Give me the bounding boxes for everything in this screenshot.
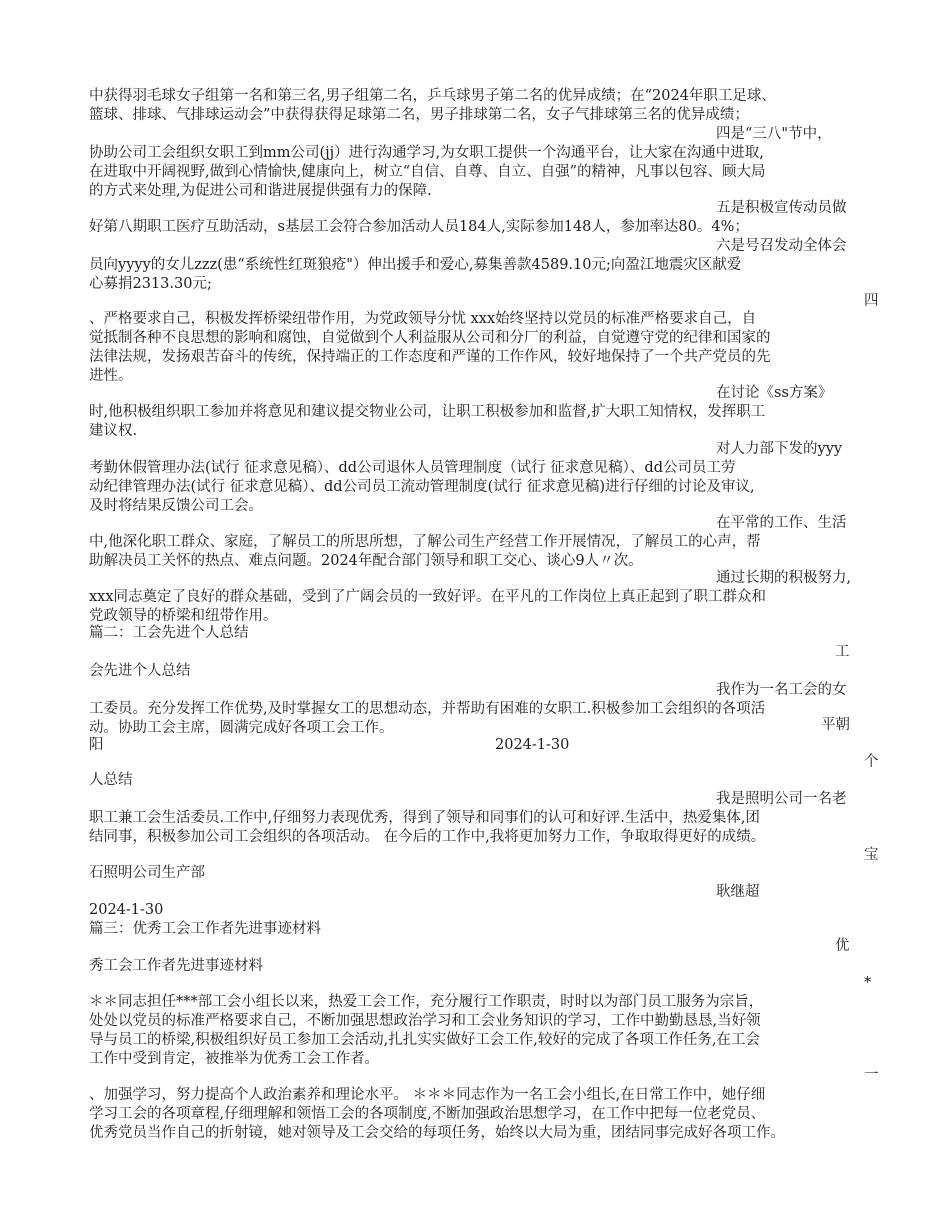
text-line: 助解决员工关怀的热点、难点问题。2024年配合部门领导和职工交心、谈心9人〃次。	[89, 553, 643, 569]
text-line: 建议权.	[89, 423, 138, 439]
text-line: 宝	[864, 847, 879, 863]
text-line: 秀工会工作者先进事迹材料	[89, 958, 263, 974]
text-line: 时,他积极组织职工参加并将意见和建议提交物业公司，让职工积极参加和监督,扩大职工知情权，发挥职工	[89, 404, 766, 420]
text-line: 、严格要求自己，积极发挥桥梁纽带作用，为党政领导分忧 xxx始终坚持以党员的标准严格要求自己，自	[89, 311, 757, 327]
text-line: 处处以党员的标准严格要求自己，不断加强思想政治学习和工会业务知识的学习，工作中勤勤恳恳,当好领	[89, 1013, 761, 1029]
text-line: 中获得羽毛球女子组第一名和第三名,男子组第二名，乒乓球男子第二名的优异成绩；在“2024年职工足球、	[89, 88, 776, 104]
text-line: 工委员。充分发挥工作优势,及时掌握女工的思想动态，并帮助有困难的女职工.积极参加工会组织的各项活	[89, 701, 766, 717]
text-line: 阳	[89, 737, 104, 753]
text-line: 党政领导的桥梁和纽带作用。	[89, 608, 278, 624]
text-line: 我是照明公司一名老	[716, 791, 847, 807]
text-line: 个	[864, 754, 879, 770]
text-line: ＊＊同志担任***部工会小组长以来，热爱工会工作，充分履行工作职责，时时以为部门员工服务为宗旨，	[89, 994, 764, 1010]
text-line: 会先进个人总结	[89, 663, 191, 679]
text-line: 四是“三八"节中，	[716, 126, 832, 142]
text-line: 法律法规，发扬艰苦奋斗的传统，保持端正的工作态度和严谨的工作作风，较好地保持了一个共产党员的先	[89, 349, 771, 365]
text-line: 进性。	[89, 368, 133, 384]
text-line: 觉抵制各种不良思想的影响和腐蚀，自觉做到个人利益服从公司和分厂的利益，自觉遵守党的纪律和国家的	[89, 330, 771, 346]
text-line: 动。协助工会主席，圆满完成好各项工会工作。	[89, 720, 394, 736]
text-line: 优	[835, 938, 850, 954]
text-line: 员向yyyy的女儿zzz(患“系统性红斑狼疮"）伸出援手和爱心,募集善款4589.10元;向盈江地震灾区献爱	[89, 257, 742, 273]
section-heading: 篇三：优秀工会工作者先进事迹材料	[89, 921, 321, 937]
text-line: 五是积极宣传动员做	[716, 200, 847, 216]
text-line: 在进取中开阔视野,做到心情愉快,健康向上，树立“自信、自尊、自立、自强”的精神，凡事以包容、顾大局	[89, 164, 766, 180]
text-line: 工	[835, 644, 850, 660]
text-line: 中,他深化职工群众、家庭，了解员工的所思所想，了解公司生产经营工作开展情况，了解员工的心声，帮	[89, 534, 761, 550]
text-line: 导与员工的桥梁,积极组织好员工参加工会活动,扎扎实实做好工会工作,较好的完成了各项工作任务,在工会	[89, 1032, 760, 1048]
signature-name: 平朝	[821, 717, 850, 733]
text-line: 学习工会的各项章程,仔细理解和领悟工会的各项制度,不断加强政治思想学习，在工作中把每一位老党员、	[89, 1106, 766, 1122]
text-line: 优秀党员当作自己的折射镜，她对领导及工会交给的每项任务，始终以大局为重，团结同事完成好各项工作。	[89, 1125, 785, 1141]
date-text: 2024-1-30	[495, 737, 570, 753]
text-line: 考勤休假管理办法(试行 征求意见稿）、dd公司退休人员管理制度（试行 征求意见稿）、dd公司员工劳	[89, 460, 736, 476]
section-number: 一	[864, 1067, 879, 1083]
text-line: 人总结	[89, 772, 133, 788]
text-line: 通过长期的积极努力,	[716, 570, 852, 586]
text-line: 的方式来处理,为促进公司和谐进展提供强有力的保障.	[89, 183, 432, 199]
text-line: 好第八期职工医疗互助活动，s基层工会符合参加活动人员184人,实际参加148人，参加率达80。4%；	[89, 219, 749, 235]
text-line: 六是号召发动全体会	[716, 238, 847, 254]
text-line: 石照明公司生产部	[89, 865, 205, 881]
text-line: 对人力部下发的yyy	[716, 441, 843, 457]
section-heading: 篇二：工会先进个人总结	[89, 625, 249, 641]
text-line: 心募捐2313.30元;	[89, 276, 212, 292]
text-line: 、加强学习，努力提高个人政治素养和理论水平。 ＊＊＊同志作为一名工会小组长,在日常工作中，她仔细	[89, 1087, 766, 1103]
text-line: 篮球、排球、气排球运动会”中获得获得足球第二名，男子排球第二名，女子气排球第三名的优异成绩；	[89, 107, 749, 123]
text-line: 工作中受到肯定，被推举为优秀工会工作者。	[89, 1051, 379, 1067]
text-line: xxx同志奠定了良好的群众基础，受到了广阔会员的一致好评。在平凡的工作岗位上真正起到了职工群众和	[89, 589, 767, 605]
text-line: 在讨论《ss方案》	[716, 385, 833, 401]
text-line: 动纪律管理办法(试行 征求意见稿）、dd公司员工流动管理制度(试行 征求意见稿)进行仔细的讨论及审议,	[89, 479, 755, 495]
text-line: 协助公司工会组织女职工到mm公司(jj）进行沟通学习,为女职工提供一个沟通平台，让大家在沟通中进取,	[89, 145, 764, 161]
signature-name: 耿继超	[716, 884, 760, 900]
section-number: 四	[864, 293, 879, 309]
date-text: 2024-1-30	[89, 902, 164, 918]
text-line: 我作为一名工会的女	[716, 682, 847, 698]
text-line: *	[864, 975, 872, 991]
text-line: 职工兼工会生活委员.工作中,仔细努力表现优秀，得到了领导和同事们的认可和好评.生活中，热爱集体,团	[89, 810, 760, 826]
text-line: 及时将结果反馈公司工会。	[89, 498, 263, 514]
text-line: 在平常的工作、生活	[716, 515, 847, 531]
text-line: 结同事，积极参加公司工会组织的各项活动。 在今后的工作中,我将更加努力工作，争取取得更好的成绩。	[89, 829, 766, 845]
